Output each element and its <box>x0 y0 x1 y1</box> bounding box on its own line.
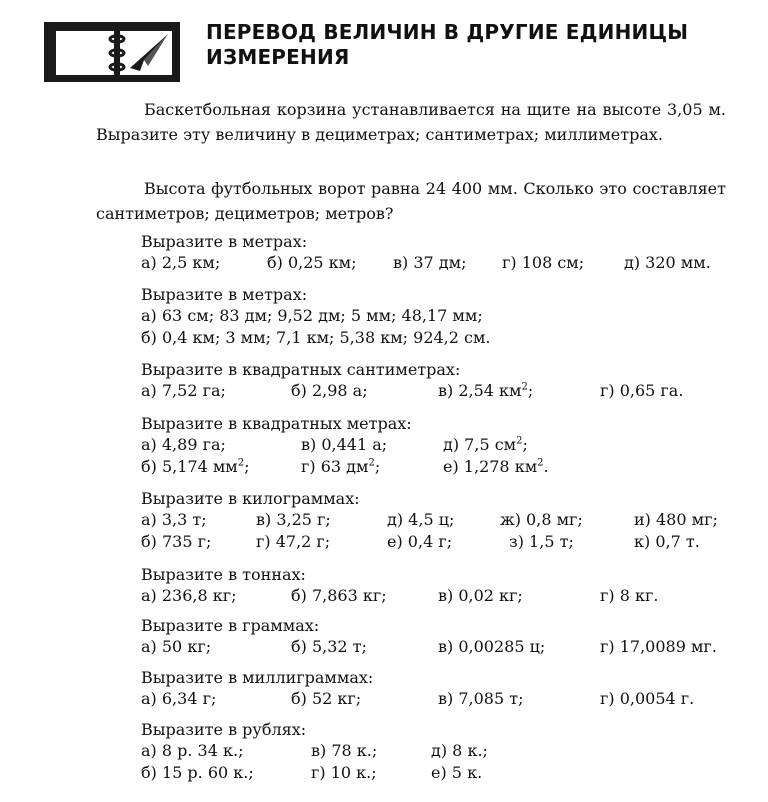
exercise-item: б) 5,32 т; <box>291 637 367 656</box>
exercise-section <box>141 413 549 479</box>
notebook-pen-icon <box>44 22 180 82</box>
exercise-row <box>141 381 684 403</box>
exercise-item: а) 4,89 га; <box>141 435 226 454</box>
exercise-section <box>141 667 695 711</box>
exercise-row <box>141 741 488 763</box>
exercise-item: в) 3,25 г; <box>256 510 331 529</box>
exercise-row <box>141 532 700 554</box>
exercise-item: а) 3,3 т; <box>141 510 207 529</box>
exercise-item: е) 1,278 $км^2$. <box>443 457 549 476</box>
exercise-heading: Выразите в тоннах: <box>141 565 306 584</box>
exercise-item: б) 0,4 км; 3 мм; 7,1 км; 5,38 км; 924,2 см. <box>141 328 491 347</box>
exercise-row <box>141 510 718 532</box>
exercise-item: д) 8 к.; <box>431 741 488 760</box>
exercise-item: а) 236,8 кг; <box>141 586 237 605</box>
exercise-item: а) 63 см; 83 дм; 9,52 дм; 5 мм; 48,17 мм; <box>141 306 483 325</box>
problem-1: Баскетбольная корзина устанавливается на щите на высоте 3,05 м. Выразите эту величину в дециметрах; сантиметрах; миллиметрах. <box>96 100 726 144</box>
exercise-item: г) 8 кг. <box>600 586 659 605</box>
exercise-item: е) 5 к. <box>431 763 483 782</box>
exercise-item: г) 10 к.; <box>311 763 377 782</box>
exercise-heading: Выразите в квадратных метрах: <box>141 414 412 433</box>
exercise-item: г) 108 см; <box>502 253 585 272</box>
exercise-section <box>141 284 491 350</box>
exercise-section <box>141 231 711 275</box>
exercise-row <box>141 306 483 328</box>
exercise-item: б) 52 кг; <box>291 689 362 708</box>
exercise-row <box>141 637 717 659</box>
exercise-item: ж) 0,8 мг; <box>500 510 583 529</box>
exercise-item: е) 0,4 г; <box>387 532 453 551</box>
exercise-item: б) 0,25 км; <box>267 253 357 272</box>
exercise-item: в) 78 к.; <box>311 741 378 760</box>
exercise-item: б) 7,863 кг; <box>291 586 387 605</box>
exercise-heading: Выразите в метрах: <box>141 232 308 251</box>
exercise-item: а) 50 кг; <box>141 637 212 656</box>
exercise-row <box>141 763 483 785</box>
exercise-item: в) 2,54 $км^2$; <box>438 381 534 400</box>
exercise-item: а) 6,34 г; <box>141 689 217 708</box>
exercise-row <box>141 689 695 711</box>
exercise-row <box>141 435 528 457</box>
exercise-item: а) 2,5 км; <box>141 253 221 272</box>
exercise-item: к) 0,7 т. <box>634 532 700 551</box>
exercise-item: г) 17,0089 мг. <box>600 637 717 656</box>
exercise-row <box>141 457 549 479</box>
exercise-section <box>141 564 659 608</box>
exercise-item: д) 4,5 ц; <box>387 510 455 529</box>
exercise-item: г) 0,0054 г. <box>600 689 695 708</box>
exercise-item: в) 7,085 т; <box>438 689 524 708</box>
exercise-section <box>141 615 717 659</box>
exercise-heading: Выразите в метрах: <box>141 285 308 304</box>
exercise-item: д) 320 мм. <box>624 253 711 272</box>
exercise-section <box>141 488 718 554</box>
exercise-heading: Выразите в килограммах: <box>141 489 360 508</box>
exercise-item: в) 0,02 кг; <box>438 586 523 605</box>
exercise-item: в) 37 дм; <box>393 253 467 272</box>
exercise-row <box>141 586 659 608</box>
exercise-item: б) 2,98 а; <box>291 381 368 400</box>
exercise-item: г) 47,2 г; <box>256 532 331 551</box>
exercise-section <box>141 719 488 785</box>
problem-2: Высота футбольных ворот равна 24 400 мм. Сколько это составляет сантиметров; дециметров; метров? <box>96 179 726 223</box>
exercise-item: б) 735 г; <box>141 532 212 551</box>
exercise-heading: Выразите в рублях: <box>141 720 307 739</box>
exercise-item: и) 480 мг; <box>634 510 718 529</box>
exercise-item: а) 8 р. 34 к.; <box>141 741 244 760</box>
exercise-heading: Выразите в граммах: <box>141 616 320 635</box>
exercise-item: з) 1,5 т; <box>509 532 574 551</box>
exercise-heading: Выразите в миллиграммах: <box>141 668 374 687</box>
exercise-item: б) 5,174 $мм^2$; <box>141 457 250 476</box>
exercise-section <box>141 359 684 403</box>
exercise-row <box>141 328 491 350</box>
page-title: ПЕРЕВОД ВЕЛИЧИН В ДРУГИЕ ЕДИНИЦЫ ИЗМЕРЕНИЯ <box>206 20 689 69</box>
exercise-item: г) 63 $дм^2$; <box>301 457 381 476</box>
exercise-item: а) 7,52 га; <box>141 381 226 400</box>
exercise-item: д) 7,5 $см^2$; <box>443 435 528 454</box>
exercise-item: в) 0,441 а; <box>301 435 388 454</box>
exercise-item: в) 0,00285 ц; <box>438 637 546 656</box>
exercise-item: б) 15 р. 60 к.; <box>141 763 254 782</box>
exercise-item: г) 0,65 га. <box>600 381 684 400</box>
exercise-row <box>141 253 711 275</box>
exercise-heading: Выразите в квадратных сантиметрах: <box>141 360 461 379</box>
